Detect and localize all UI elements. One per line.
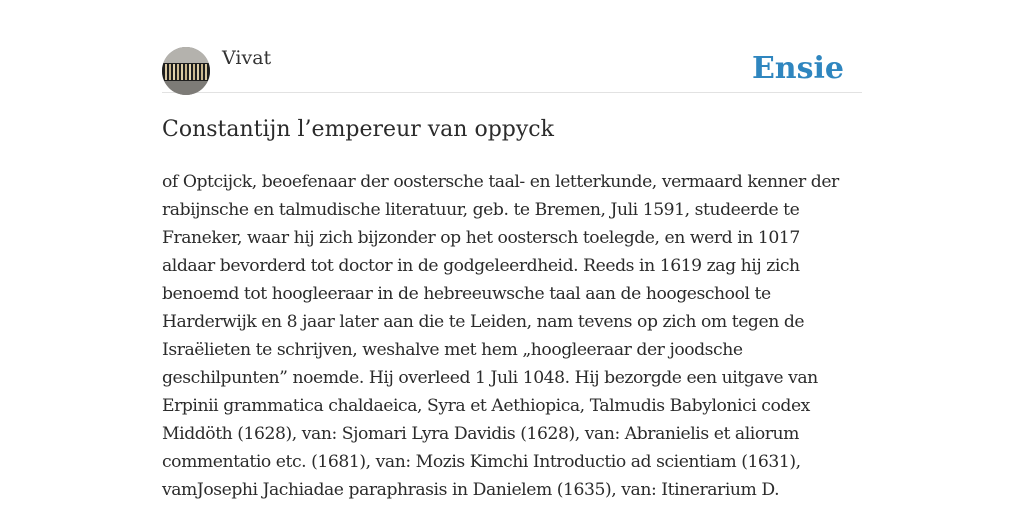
body-line: geschilpunten” noemde. Hij overleed 1 Juli 1048. Hij bezorgde een uitgave van	[162, 368, 818, 388]
brand-logo[interactable]: Ensie	[751, 51, 844, 86]
body-line: Harderwijk en 8 jaar later aan die te Leiden, nam tevens op zich om tegen de	[162, 312, 805, 332]
body-line: of Optcijck, beoefenaar der oostersche taal- en letterkunde, vermaard kenner der	[162, 172, 839, 192]
body-line: vamJosephi Jachiadae paraphrasis in Danielem (1635), van: Itinerarium D.	[162, 480, 780, 500]
source-name-link[interactable]: Vivat	[222, 47, 272, 69]
article-body	[162, 168, 867, 504]
body-line: Franeker, waar hij zich bijzonder op het oostersch toelegde, en werd in 1017	[162, 228, 800, 248]
body-line: benoemd tot hoogleeraar in de hebreeuwsche taal aan de hoogeschool te	[162, 284, 771, 304]
avatar[interactable]	[162, 47, 210, 95]
body-line: Israëlieten te schrijven, weshalve met hem „hoogleeraar der joodsche	[162, 340, 743, 360]
body-line: Erpinii grammatica chaldaeica, Syra et Aethiopica, Talmudis Babylonici codex	[162, 396, 810, 416]
body-line: rabijnsche en talmudische literatuur, geb. te Bremen, Juli 1591, studeerde te	[162, 200, 800, 220]
book-spines-icon	[162, 47, 210, 95]
page-title: Constantijn l’empereur van oppyck	[162, 117, 554, 142]
header	[162, 46, 862, 93]
body-line: Middöth (1628), van: Sjomari Lyra Davidis (1628), van: Abranielis et aliorum	[162, 424, 799, 444]
body-line: commentatio etc. (1681), van: Mozis Kimchi Introductio ad scientiam (1631),	[162, 452, 801, 472]
body-line: aldaar bevorderd tot doctor in de godgeleerdheid. Reeds in 1619 zag hij zich	[162, 256, 800, 276]
